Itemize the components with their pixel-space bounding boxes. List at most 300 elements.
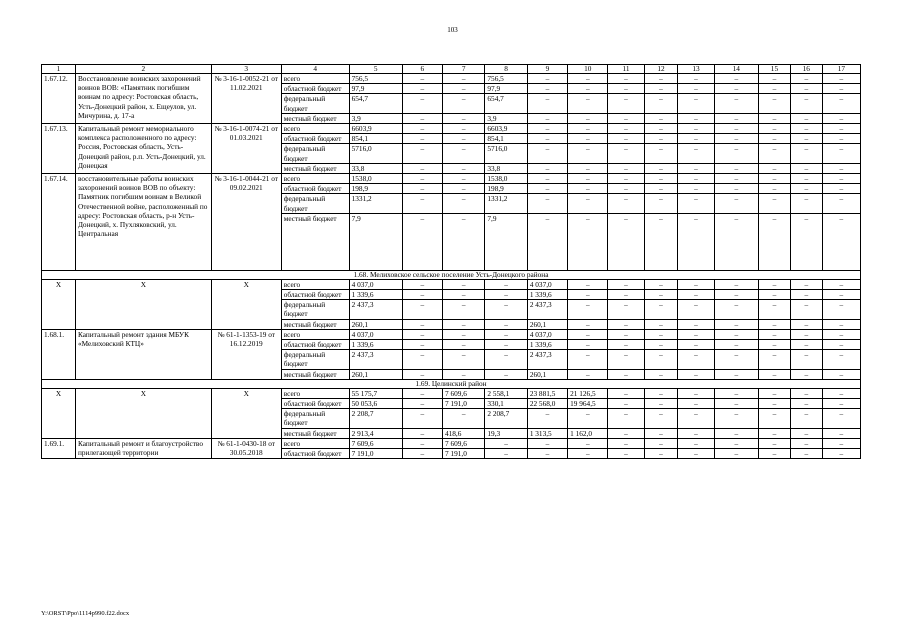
expertise-document: № 61-1-1353-19 от 16.12.2019 — [211, 329, 281, 379]
amount-cell: – — [678, 184, 714, 194]
amount-cell: – — [442, 113, 484, 123]
amount-cell: – — [714, 174, 759, 184]
amount-cell: – — [678, 409, 714, 428]
amount-cell: – — [822, 94, 860, 113]
amount-cell: – — [527, 124, 567, 134]
amount-cell: – — [678, 329, 714, 339]
amount-cell: – — [714, 388, 759, 398]
amount-cell: – — [759, 94, 791, 113]
amount-cell: – — [678, 134, 714, 144]
amount-cell: – — [402, 113, 442, 123]
item-number: Х — [42, 279, 76, 329]
object-name: Восстановление воинских захоронений воинов ВОВ: «Памятник погибшим воинам по адресу: Ростовская область, Усть-Донецкий район, х. Ещеулов, ул. Мичурина, д. 17-а — [75, 74, 211, 124]
amount-cell: – — [790, 329, 822, 339]
amount-cell: – — [442, 144, 484, 163]
amount-cell: – — [790, 213, 822, 270]
amount-cell: – — [790, 279, 822, 289]
amount-cell: – — [485, 449, 527, 459]
amount-cell: – — [822, 113, 860, 123]
amount-cell: – — [714, 369, 759, 379]
amount-cell: 260,1 — [349, 319, 402, 329]
amount-cell: 260,1 — [527, 369, 567, 379]
amount-cell: – — [644, 428, 678, 438]
amount-cell: – — [402, 184, 442, 194]
column-number: 17 — [822, 65, 860, 74]
amount-cell: – — [442, 124, 484, 134]
funding-source: областной бюджет — [281, 84, 349, 94]
amount-cell: – — [485, 340, 527, 350]
amount-cell: – — [608, 163, 644, 173]
amount-cell: – — [759, 279, 791, 289]
amount-cell: – — [402, 319, 442, 329]
amount-cell: – — [759, 329, 791, 339]
item-number: 1.67.12. — [42, 74, 76, 124]
page-number: 103 — [447, 26, 458, 34]
funding-source: всего — [281, 388, 349, 398]
amount-cell: – — [759, 194, 791, 213]
amount-cell: – — [759, 319, 791, 329]
funding-source: всего — [281, 279, 349, 289]
funding-source: местный бюджет — [281, 428, 349, 438]
funding-source: областной бюджет — [281, 184, 349, 194]
table-row — [42, 124, 861, 134]
amount-cell: 1538,0 — [485, 174, 527, 184]
amount-cell: – — [402, 438, 442, 448]
amount-cell: – — [568, 319, 608, 329]
amount-cell: 4 037,0 — [349, 279, 402, 289]
amount-cell: 2 437,3 — [349, 350, 402, 369]
amount-cell: – — [402, 163, 442, 173]
amount-cell: 1 339,6 — [527, 290, 567, 300]
amount-cell: – — [527, 113, 567, 123]
amount-cell: 1538,0 — [349, 174, 402, 184]
amount-cell: 7,9 — [485, 213, 527, 270]
amount-cell: – — [822, 329, 860, 339]
amount-cell: – — [759, 163, 791, 173]
amount-cell: – — [608, 449, 644, 459]
funding-source: всего — [281, 329, 349, 339]
amount-cell: 4 037,0 — [527, 329, 567, 339]
amount-cell: – — [568, 144, 608, 163]
amount-cell: – — [822, 213, 860, 270]
item-number: 1.67.14. — [42, 174, 76, 271]
amount-cell: – — [822, 194, 860, 213]
expertise-document: Х — [211, 388, 281, 438]
amount-cell: 4 037,0 — [527, 279, 567, 289]
funding-source: федеральный бюджет — [281, 94, 349, 113]
amount-cell: – — [790, 438, 822, 448]
amount-cell: – — [644, 84, 678, 94]
amount-cell: 19 964,5 — [568, 399, 608, 409]
amount-cell: – — [714, 290, 759, 300]
amount-cell: – — [527, 84, 567, 94]
amount-cell: – — [608, 94, 644, 113]
amount-cell: – — [822, 428, 860, 438]
amount-cell: – — [402, 134, 442, 144]
amount-cell: – — [485, 300, 527, 319]
amount-cell: – — [442, 94, 484, 113]
column-number: 1 — [42, 65, 76, 74]
amount-cell: – — [402, 279, 442, 289]
amount-cell: – — [759, 300, 791, 319]
amount-cell: 330,1 — [485, 399, 527, 409]
amount-cell: – — [568, 94, 608, 113]
amount-cell: – — [644, 350, 678, 369]
column-number: 16 — [790, 65, 822, 74]
amount-cell: – — [822, 74, 860, 84]
amount-cell: – — [608, 290, 644, 300]
amount-cell: – — [759, 428, 791, 438]
amount-cell: – — [608, 300, 644, 319]
amount-cell: – — [568, 194, 608, 213]
amount-cell: – — [402, 94, 442, 113]
amount-cell: – — [442, 134, 484, 144]
amount-cell: – — [644, 174, 678, 184]
amount-cell: – — [714, 300, 759, 319]
amount-cell: – — [644, 94, 678, 113]
amount-cell: – — [568, 124, 608, 134]
amount-cell: 1 313,5 — [527, 428, 567, 438]
amount-cell: – — [568, 409, 608, 428]
amount-cell: – — [714, 340, 759, 350]
table-row — [42, 438, 861, 448]
table-row — [42, 279, 861, 289]
section-title: 1.68. Мелиховское сельское поселение Усть-Донецкого района — [42, 270, 861, 279]
amount-cell: – — [759, 84, 791, 94]
amount-cell: – — [442, 194, 484, 213]
amount-cell: 21 126,5 — [568, 388, 608, 398]
amount-cell: – — [608, 124, 644, 134]
amount-cell: – — [442, 213, 484, 270]
amount-cell: – — [822, 319, 860, 329]
amount-cell: 23 881,5 — [527, 388, 567, 398]
amount-cell: – — [714, 409, 759, 428]
amount-cell: – — [402, 84, 442, 94]
amount-cell: 854,1 — [485, 134, 527, 144]
amount-cell: – — [678, 399, 714, 409]
amount-cell: – — [568, 74, 608, 84]
column-number: 10 — [568, 65, 608, 74]
amount-cell: 198,9 — [349, 184, 402, 194]
item-number: Х — [42, 388, 76, 438]
amount-cell: – — [402, 329, 442, 339]
amount-cell: – — [790, 428, 822, 438]
amount-cell: – — [822, 134, 860, 144]
table-row — [42, 74, 861, 84]
amount-cell: – — [790, 134, 822, 144]
amount-cell: – — [714, 399, 759, 409]
amount-cell: – — [608, 279, 644, 289]
amount-cell: – — [714, 449, 759, 459]
amount-cell: – — [678, 438, 714, 448]
amount-cell: – — [644, 124, 678, 134]
amount-cell: – — [402, 399, 442, 409]
amount-cell: – — [527, 94, 567, 113]
amount-cell: – — [608, 369, 644, 379]
amount-cell: – — [527, 409, 567, 428]
funding-source: всего — [281, 438, 349, 448]
amount-cell: – — [402, 300, 442, 319]
column-number: 15 — [759, 65, 791, 74]
amount-cell: – — [527, 134, 567, 144]
amount-cell: 2 208,7 — [485, 409, 527, 428]
funding-source: федеральный бюджет — [281, 409, 349, 428]
amount-cell: – — [568, 163, 608, 173]
amount-cell: 2 913,4 — [349, 428, 402, 438]
funding-source: всего — [281, 124, 349, 134]
amount-cell: – — [568, 369, 608, 379]
amount-cell: – — [485, 329, 527, 339]
amount-cell: – — [759, 438, 791, 448]
funding-source: федеральный бюджет — [281, 194, 349, 213]
amount-cell: – — [442, 340, 484, 350]
amount-cell: 418,6 — [442, 428, 484, 438]
amount-cell: – — [822, 350, 860, 369]
amount-cell: 6603,9 — [349, 124, 402, 134]
amount-cell: – — [822, 174, 860, 184]
amount-cell: – — [822, 438, 860, 448]
amount-cell: – — [442, 174, 484, 184]
amount-cell: – — [485, 350, 527, 369]
amount-cell: – — [442, 74, 484, 84]
amount-cell: – — [608, 184, 644, 194]
item-number: 1.67.13. — [42, 124, 76, 174]
amount-cell: 198,9 — [485, 184, 527, 194]
amount-cell: – — [714, 184, 759, 194]
amount-cell: – — [568, 113, 608, 123]
amount-cell: 260,1 — [527, 319, 567, 329]
amount-cell: – — [759, 213, 791, 270]
amount-cell: – — [678, 449, 714, 459]
amount-cell: – — [759, 113, 791, 123]
amount-cell: – — [442, 409, 484, 428]
amount-cell: – — [442, 369, 484, 379]
amount-cell: – — [644, 388, 678, 398]
table-row — [42, 174, 861, 184]
amount-cell: 1331,2 — [485, 194, 527, 213]
amount-cell: – — [442, 163, 484, 173]
amount-cell: – — [644, 319, 678, 329]
file-path: Y:\ORST\Ppo\1114p990.f22.docx — [41, 610, 130, 617]
funding-source: федеральный бюджет — [281, 350, 349, 369]
amount-cell: 1 339,6 — [527, 340, 567, 350]
amount-cell: – — [608, 134, 644, 144]
amount-cell: – — [402, 213, 442, 270]
amount-cell: – — [714, 94, 759, 113]
amount-cell: – — [608, 340, 644, 350]
amount-cell: 2 437,3 — [349, 300, 402, 319]
amount-cell: – — [822, 124, 860, 134]
amount-cell: – — [678, 388, 714, 398]
amount-cell: – — [822, 84, 860, 94]
amount-cell: – — [790, 163, 822, 173]
amount-cell: – — [790, 184, 822, 194]
amount-cell: – — [714, 134, 759, 144]
amount-cell: – — [822, 144, 860, 163]
amount-cell: 260,1 — [349, 369, 402, 379]
amount-cell: – — [485, 279, 527, 289]
amount-cell: – — [822, 290, 860, 300]
amount-cell: – — [759, 388, 791, 398]
amount-cell: – — [678, 194, 714, 213]
amount-cell: – — [759, 340, 791, 350]
amount-cell: – — [608, 399, 644, 409]
amount-cell: – — [790, 124, 822, 134]
amount-cell: – — [402, 428, 442, 438]
amount-cell: – — [568, 84, 608, 94]
amount-cell: – — [608, 409, 644, 428]
amount-cell: – — [759, 350, 791, 369]
column-number: 13 — [678, 65, 714, 74]
amount-cell: – — [790, 399, 822, 409]
amount-cell: 1 162,0 — [568, 428, 608, 438]
amount-cell: 7 609,6 — [349, 438, 402, 448]
amount-cell: – — [402, 74, 442, 84]
object-name: Х — [75, 279, 211, 329]
amount-cell: – — [678, 74, 714, 84]
amount-cell: 33,8 — [485, 163, 527, 173]
amount-cell: 50 053,6 — [349, 399, 402, 409]
amount-cell: – — [568, 174, 608, 184]
amount-cell: 4 037,0 — [349, 329, 402, 339]
amount-cell: – — [442, 290, 484, 300]
amount-cell: – — [402, 388, 442, 398]
amount-cell: – — [822, 279, 860, 289]
amount-cell: – — [485, 290, 527, 300]
amount-cell: – — [608, 74, 644, 84]
amount-cell: – — [644, 438, 678, 448]
amount-cell: – — [568, 184, 608, 194]
amount-cell: – — [442, 319, 484, 329]
amount-cell: – — [714, 74, 759, 84]
amount-cell: 1 339,6 — [349, 290, 402, 300]
amount-cell: – — [759, 409, 791, 428]
amount-cell: – — [442, 279, 484, 289]
amount-cell: – — [568, 290, 608, 300]
amount-cell: – — [678, 350, 714, 369]
column-number: 7 — [442, 65, 484, 74]
amount-cell: – — [678, 94, 714, 113]
table-row — [42, 388, 861, 398]
amount-cell: – — [402, 144, 442, 163]
amount-cell: – — [608, 174, 644, 184]
object-name: Капитальный ремонт здания МБУК «Мелиховский КТЦ» — [75, 329, 211, 379]
amount-cell: – — [678, 369, 714, 379]
amount-cell: 55 175,7 — [349, 388, 402, 398]
column-number: 6 — [402, 65, 442, 74]
amount-cell: – — [527, 163, 567, 173]
amount-cell: – — [714, 84, 759, 94]
amount-cell: – — [608, 194, 644, 213]
amount-cell: – — [790, 194, 822, 213]
amount-cell: – — [678, 144, 714, 163]
amount-cell: – — [644, 194, 678, 213]
amount-cell: – — [678, 290, 714, 300]
amount-cell: – — [759, 184, 791, 194]
amount-cell: – — [644, 279, 678, 289]
amount-cell: 2 558,1 — [485, 388, 527, 398]
amount-cell: – — [790, 319, 822, 329]
amount-cell: 97,9 — [349, 84, 402, 94]
amount-cell: – — [608, 84, 644, 94]
table-body — [42, 74, 861, 459]
amount-cell: – — [442, 329, 484, 339]
amount-cell: – — [442, 300, 484, 319]
amount-cell: – — [568, 329, 608, 339]
amount-cell: – — [644, 184, 678, 194]
amount-cell: – — [608, 319, 644, 329]
amount-cell: 7 609,6 — [442, 388, 484, 398]
amount-cell: 22 568,0 — [527, 399, 567, 409]
amount-cell: 6603,9 — [485, 124, 527, 134]
amount-cell: – — [678, 213, 714, 270]
amount-cell: 7,9 — [349, 213, 402, 270]
amount-cell: – — [608, 438, 644, 448]
object-name: Х — [75, 388, 211, 438]
amount-cell: – — [714, 279, 759, 289]
amount-cell: 756,5 — [349, 74, 402, 84]
amount-cell: 5716,0 — [485, 144, 527, 163]
amount-cell: 7 609,6 — [442, 438, 484, 448]
amount-cell: – — [644, 399, 678, 409]
funding-source: областной бюджет — [281, 399, 349, 409]
amount-cell: 33,8 — [349, 163, 402, 173]
column-number: 8 — [485, 65, 527, 74]
amount-cell: – — [644, 340, 678, 350]
amount-cell: – — [527, 449, 567, 459]
amount-cell: – — [822, 163, 860, 173]
amount-cell: – — [568, 300, 608, 319]
amount-cell: – — [822, 184, 860, 194]
column-number: 5 — [349, 65, 402, 74]
section-title: 1.69. Целинский район — [42, 379, 861, 388]
amount-cell: 1 339,6 — [349, 340, 402, 350]
amount-cell: – — [402, 350, 442, 369]
amount-cell: – — [527, 74, 567, 84]
item-number: 1.69.1. — [42, 438, 76, 458]
amount-cell: 7 191,0 — [349, 449, 402, 459]
expertise-document: № 3-16-1-0044-21 от 09.02.2021 — [211, 174, 281, 271]
amount-cell: – — [568, 134, 608, 144]
amount-cell: – — [714, 163, 759, 173]
amount-cell: – — [822, 369, 860, 379]
amount-cell: – — [714, 124, 759, 134]
column-number: 9 — [527, 65, 567, 74]
amount-cell: – — [759, 124, 791, 134]
amount-cell: – — [442, 84, 484, 94]
amount-cell: – — [714, 144, 759, 163]
amount-cell: – — [644, 113, 678, 123]
funding-source: областной бюджет — [281, 290, 349, 300]
amount-cell: – — [644, 409, 678, 428]
amount-cell: – — [527, 144, 567, 163]
funding-source: местный бюджет — [281, 163, 349, 173]
amount-cell: – — [790, 74, 822, 84]
expertise-document: № 3-16-1-0052-21 от 11.02.2021 — [211, 74, 281, 124]
amount-cell: – — [644, 300, 678, 319]
column-number: 11 — [608, 65, 644, 74]
amount-cell: – — [822, 300, 860, 319]
amount-cell: – — [790, 350, 822, 369]
amount-cell: – — [644, 369, 678, 379]
amount-cell: – — [402, 174, 442, 184]
funding-source: областной бюджет — [281, 449, 349, 459]
amount-cell: 654,7 — [485, 94, 527, 113]
amount-cell: – — [822, 399, 860, 409]
amount-cell: 2 437,3 — [527, 300, 567, 319]
amount-cell: – — [644, 163, 678, 173]
amount-cell: 19,3 — [485, 428, 527, 438]
